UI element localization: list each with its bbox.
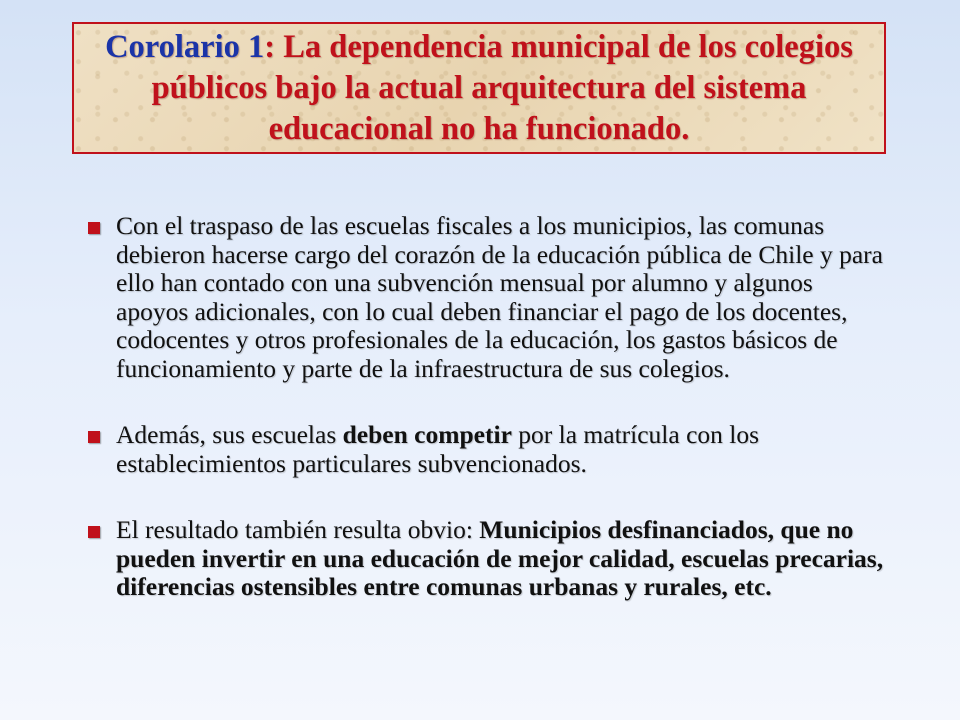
- bullet-text-before: Además, sus escuelas: [116, 420, 343, 449]
- title-text: : La dependencia municipal de los colegios públicos bajo la actual arquitectura del sistema educacional no ha funcionado.: [151, 28, 853, 147]
- square-bullet-icon: [88, 431, 100, 443]
- square-bullet-icon: [88, 526, 100, 538]
- title-prefix: Corolario 1: [105, 28, 265, 65]
- slide-title: [74, 27, 884, 150]
- bullet-text: Con el traspaso de las escuelas fiscales a los municipios, las comunas debieron hacerse cargo del corazón de la educación pública de Chile y para ello han contado con una subvención mensual por alumno y algunos apoyos adicionales, con lo cual deben financiar el pago de los docentes, codocentes y otros profesionales de la educación, los gastos básicos de funcionamiento y parte de la infraestructura de sus colegios.: [116, 211, 883, 383]
- title-box: [72, 22, 886, 154]
- bullet-item-1: [88, 212, 888, 383]
- bullet-list: [88, 212, 888, 602]
- bullet-text-after: por la matrícula con los establecimientos particulares subvencionados.: [116, 420, 760, 478]
- bullet-item-3: [88, 516, 888, 602]
- bullet-text-bold: Municipios desfinanciados, que no pueden invertir en una educación de mejor calidad, escuelas precarias, diferencias ostensibles entre comunas urbanas y rurales, etc.: [116, 515, 884, 601]
- bullet-text-before: El resultado también resulta obvio:: [116, 515, 480, 544]
- square-bullet-icon: [88, 222, 100, 234]
- bullet-text-bold: deben competir: [342, 420, 512, 449]
- bullet-item-2: [88, 421, 888, 478]
